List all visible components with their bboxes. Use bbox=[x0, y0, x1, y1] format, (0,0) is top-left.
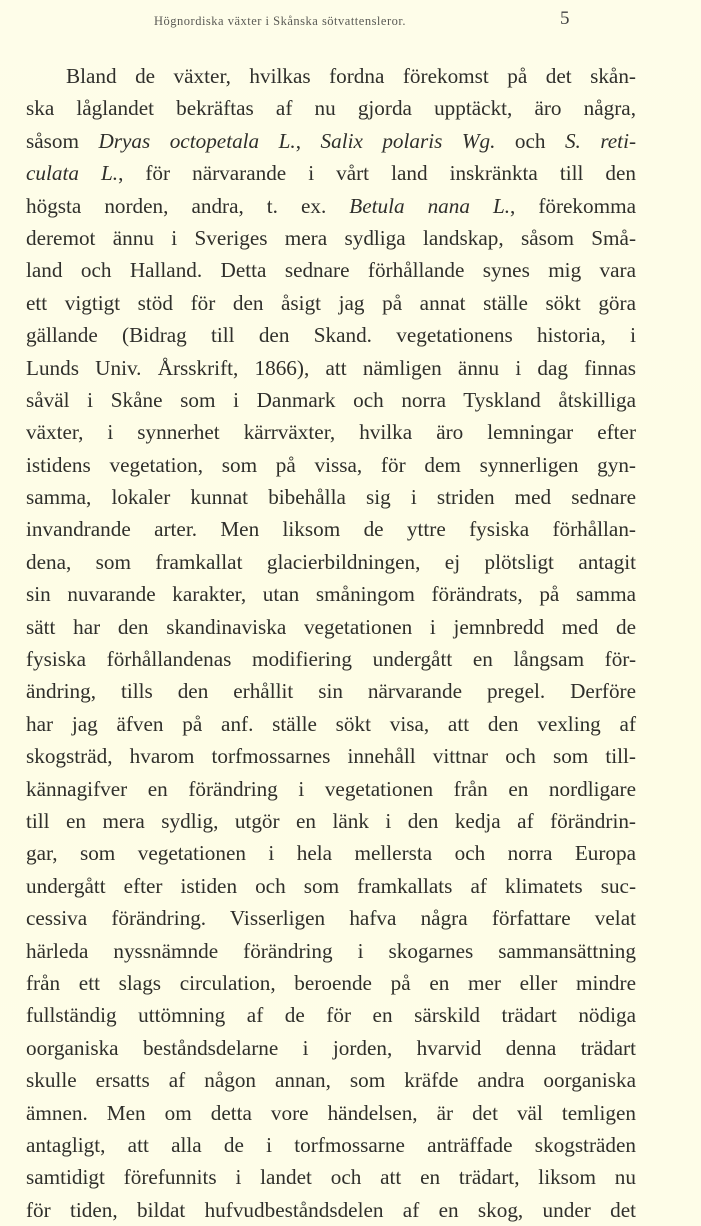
text-line bbox=[26, 935, 636, 967]
text-run: undergått efter istiden och som framkallats af klimatets suc- bbox=[26, 873, 636, 898]
text-run: från ett slags circulation, beroende på en mer eller mindre bbox=[26, 970, 636, 995]
text-run: fysiska förhållandenas modifiering undergått en långsam för- bbox=[26, 647, 636, 672]
text-run: ska låglandet bekräftas af nu gjorda upptäckt, äro några, bbox=[26, 96, 636, 121]
text-line bbox=[26, 190, 636, 222]
running-title: Högnordiska växter i Skånska sötvattensleror. bbox=[154, 14, 406, 28]
text-run: skogsträd, hvarom torfmossarnes innehåll vittnar och som till- bbox=[26, 744, 636, 769]
text-line bbox=[26, 157, 636, 189]
italic-species-name: S. reti- bbox=[564, 128, 637, 153]
text-run: dena, som framkallat glacierbildningen, ej plötsligt antagit bbox=[26, 549, 636, 574]
text-run: växter, i synnerhet kärrväxter, hvilka äro lemningar efter bbox=[26, 420, 636, 445]
text-run: oorganiska beståndsdelarne i jorden, hvarvid denna trädart bbox=[26, 1035, 636, 1060]
text-run: invandrande arter. Men liksom de yttre fysiska förhållan- bbox=[26, 517, 636, 542]
running-header bbox=[152, 8, 692, 30]
text-line bbox=[26, 319, 636, 351]
text-run: antagligt, att alla de i torfmossarne anträffade skogsträden bbox=[26, 1132, 636, 1157]
text-line bbox=[26, 125, 636, 157]
text-run: gar, som vegetationen i hela mellersta och norra Europa bbox=[26, 841, 636, 866]
text-run: har jag äfven på anf. ställe sökt visa, att den vexling af bbox=[26, 711, 636, 736]
body-paragraph bbox=[26, 60, 636, 1226]
text-line bbox=[26, 481, 636, 513]
page-number: 5 bbox=[560, 8, 570, 29]
text-run: sin nuvarande karakter, utan småningom förändrats, på samma bbox=[26, 582, 636, 607]
text-run: ett vigtigt stöd för den åsigt jag på annat ställe sökt göra bbox=[26, 290, 636, 315]
italic-species-name: Dryas octopetala L. bbox=[98, 128, 296, 153]
text-line bbox=[26, 1194, 636, 1226]
text-line bbox=[26, 1064, 636, 1096]
text-line bbox=[26, 1161, 636, 1193]
text-run: Bland de växter, hvilkas fordna förekomst på det skån- bbox=[66, 64, 636, 88]
text-line bbox=[26, 967, 636, 999]
text-run: för tiden, bildat hufvudbeståndsdelen af en skog, under det bbox=[26, 1197, 636, 1222]
text-run: deremot ännu i Sveriges mera sydliga landskap, såsom Små- bbox=[26, 225, 636, 250]
text-run: såväl i Skåne som i Danmark och norra Tyskland åtskilliga bbox=[26, 387, 636, 412]
text-line bbox=[26, 708, 636, 740]
text-run: ämnen. Men om detta vore händelsen, är det väl temligen bbox=[26, 1100, 636, 1125]
text-line bbox=[26, 1097, 636, 1129]
text-run: , bbox=[295, 128, 321, 153]
text-line bbox=[26, 60, 636, 92]
text-line bbox=[26, 287, 636, 319]
text-line bbox=[26, 643, 636, 675]
italic-species-name: Betula nana L. bbox=[349, 193, 511, 218]
text-run: samma, lokaler kunnat bibehålla sig i striden med sednare bbox=[26, 485, 636, 510]
text-line bbox=[26, 92, 636, 124]
text-run: cessiva förändring. Visserligen hafva några författare velat bbox=[26, 906, 636, 931]
text-line bbox=[26, 1129, 636, 1161]
text-run: Lunds Univ. Årsskrift, 1866), att nämligen ännu i dag finnas bbox=[26, 355, 636, 380]
text-run: fullständig uttömning af de för en särskild trädart nödiga bbox=[26, 1003, 636, 1028]
italic-species-name: Salix polaris Wg. bbox=[320, 128, 496, 153]
text-line bbox=[26, 513, 636, 545]
text-run: land och Halland. Detta sednare förhållande synes mig vara bbox=[26, 258, 636, 283]
text-line bbox=[26, 805, 636, 837]
text-run: skulle ersatts af någon annan, som kräfde andra oorganiska bbox=[26, 1068, 636, 1093]
text-line bbox=[26, 773, 636, 805]
text-run: härleda nyssnämnde förändring i skogarnes sammansättning bbox=[26, 938, 636, 963]
text-line bbox=[26, 254, 636, 286]
text-line bbox=[26, 999, 636, 1031]
text-line bbox=[26, 352, 636, 384]
text-run: såsom bbox=[26, 128, 99, 153]
text-line bbox=[26, 902, 636, 934]
text-run: till en mera sydlig, utgör en länk i den kedja af förändrin- bbox=[26, 808, 636, 833]
text-run: , förekomma bbox=[510, 193, 636, 218]
text-line bbox=[26, 740, 636, 772]
text-line bbox=[26, 1032, 636, 1064]
text-line bbox=[26, 546, 636, 578]
text-run: sätt har den skandinaviska vegetationen i jemnbredd med de bbox=[26, 614, 636, 639]
text-line bbox=[26, 675, 636, 707]
text-line bbox=[26, 384, 636, 416]
italic-species-name: culata L. bbox=[26, 161, 119, 186]
text-run: , för närvarande i vårt land inskränkta till den bbox=[118, 161, 636, 186]
text-run: samtidigt förefunnits i landet och att en trädart, liksom nu bbox=[26, 1165, 636, 1190]
text-line bbox=[26, 416, 636, 448]
text-line bbox=[26, 837, 636, 869]
text-line bbox=[26, 611, 636, 643]
text-run: och bbox=[495, 128, 565, 153]
text-line bbox=[26, 578, 636, 610]
text-run: högsta norden, andra, t. ex. bbox=[26, 193, 350, 218]
text-run: istidens vegetation, som på vissa, för dem synnerligen gyn- bbox=[26, 452, 636, 477]
text-line bbox=[26, 870, 636, 902]
text-run: kännagifver en förändring i vegetationen från en nordligare bbox=[26, 776, 636, 801]
text-line bbox=[26, 449, 636, 481]
text-line bbox=[26, 222, 636, 254]
text-run: gällande (Bidrag till den Skand. vegetationens historia, i bbox=[26, 323, 636, 348]
text-run: ändring, tills den erhållit sin närvarande pregel. Derföre bbox=[26, 679, 636, 704]
